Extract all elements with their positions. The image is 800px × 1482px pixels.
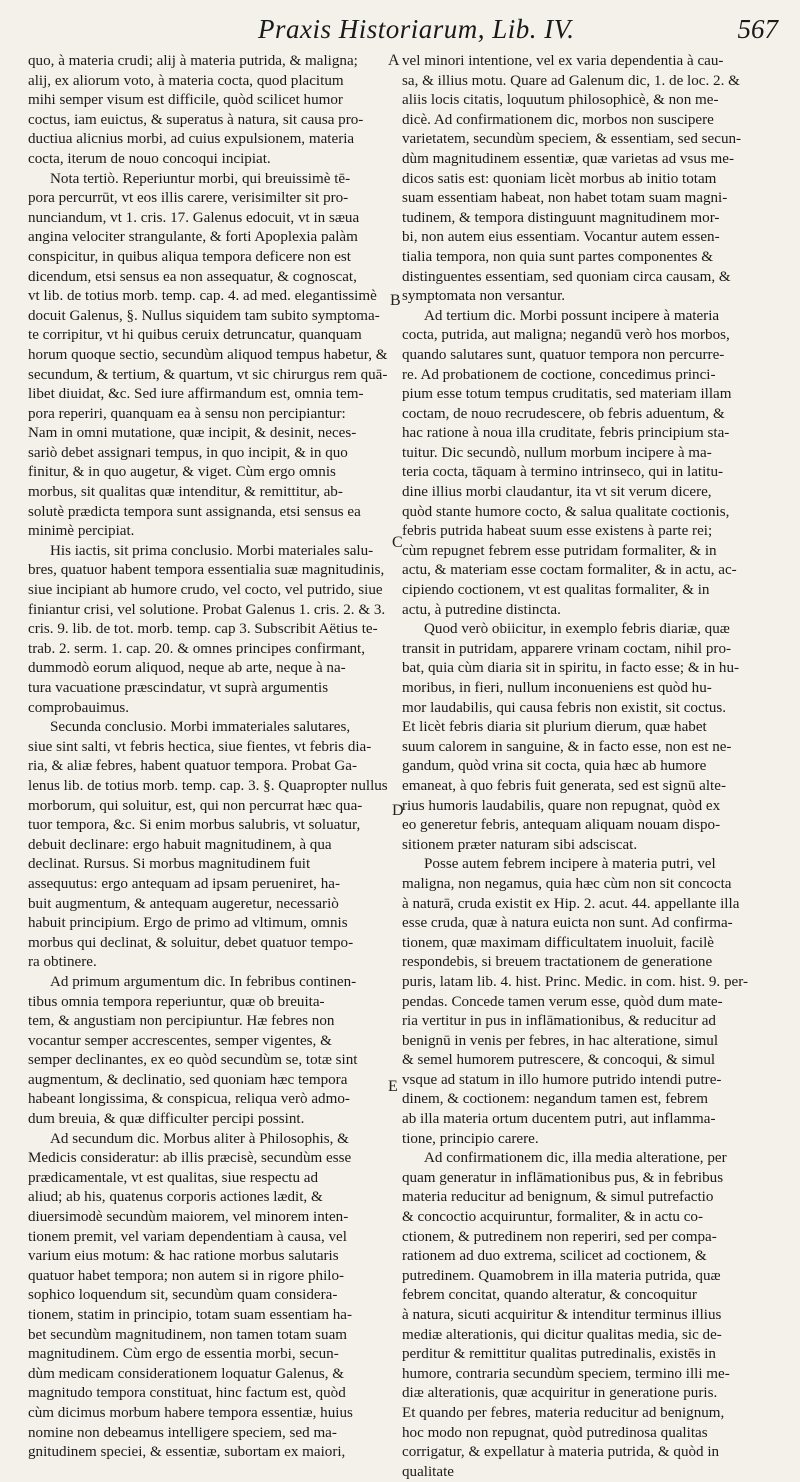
text-line: nunciandum, vt 1. cris. 17. Galenus edocuit, vt in sæua [28,209,360,226]
text-line: conspicitur, in quibus aliqua tempora deficere non est [28,248,351,265]
text-line: quam generatur in inflāmationibus pus, & in febribus [402,1169,724,1186]
text-line: habuit principium. Ergo de primo ad vltimum, omnis [28,915,348,932]
text-line: eo generetur febris, antequam aliquam nouam dispo- [402,817,721,834]
text-line: actu, & materiam esse coctam formaliter, & in actu, ac- [402,562,737,579]
text-line: putredinem. Quamobrem in illa materia putrida, quæ [402,1267,721,1284]
text-line: & concoctio acquiruntur, formaliter, & in actu co- [402,1209,703,1226]
text-line: Et quando per febres, materia reducitur ad benignum, [402,1404,725,1421]
text-line: Ad confirmationem dic, illa media alteratione, per [424,1150,727,1167]
text-line: siue sint salti, vt febris hectica, siue fientes, vt febris dia- [28,738,372,755]
text-line: pora percurrūt, vt eos illis carere, verisimilter sit pro- [28,190,349,207]
text-line: à naturā, cruda existit ex Hip. 2. acut. 44. appellante illa [402,895,740,912]
text-line: Posse autem febrem incipere à materia putri, vel [424,856,716,873]
text-line: dummodò eorum aliquod, neque ab arte, neque à na- [28,660,346,677]
text-line: vel minori intentione, vel ex varia dependentia à cau- [402,53,724,69]
text-line: rius humoris laudabilis, quare non repugnat, quòd ex [402,797,721,814]
text-line: declinat. Rursus. Si morbus magnitudinem fuit [28,856,311,873]
text-line: suam essentiam habeat, non habet totam suam magni- [402,190,728,207]
text-line: pora reperiri, quanquam ea à sensu non percipiantur: [28,405,346,422]
margin-letter-b: B [390,292,401,309]
text-line: bat, quia cùm diaria sit in spiritu, in facto esse; & in hu- [402,660,740,677]
text-line: solutè prædicta tempora sunt assignanda, etsi sensus ea [28,503,361,520]
text-line: mediæ alterationis, qui dicitur qualitas media, sic de- [402,1326,722,1343]
text-line: dicè. Ad confirmationem dic, morbos non suscipere [402,111,714,128]
margin-letter-a: A [388,52,400,69]
text-line: qualitate [402,1463,454,1480]
text-line: diæ alterationis, quæ acquiritur in generatione puris. [402,1385,718,1402]
text-line: & semel humorem putrescere, & concoqui, & simul [402,1052,716,1069]
text-line: secundum, & tertium, & quartum, vt sic chirurgus rem quā- [28,366,388,383]
left-column [28,52,393,1461]
text-line: Nota tertiò. Reperiuntur morbi, qui breuissimè tē- [50,170,351,187]
text-line: varium eius motum: & hac ratione morbus salutaris [28,1248,339,1265]
text-line: coctam, de nouo recrudescere, ob febris aduentum, & [402,405,725,422]
text-line: hoc modo non repugnat, quòd putredinosa qualitas [402,1424,708,1441]
text-line: dicendum, etsi sensus ea non assequatur, & cognoscat, [28,268,357,285]
text-line: aliud; ab his, quatenus corporis actiones lædit, & [28,1189,323,1206]
text-line: prædicamentale, vt est qualitas, siue respectu ad [28,1169,319,1186]
text-line: quo, à materia crudi; alij à materia putrida, & maligna; [28,53,358,69]
text-line: Medicis consideratur: ab illis præcisè, secundùm esse [28,1150,352,1167]
text-line: coctus, iam euictus, & superatus à natura, sit causa pro- [28,111,364,128]
margin-letter-c: C [392,534,403,551]
text-line: respondebis, si breuem tractationem de generatione [402,954,713,971]
text-line: sariò debet assignari tempus, in quo incipit, & in quo [28,444,348,461]
text-line: His iactis, sit prima conclusio. Morbi materiales salu- [50,542,374,559]
text-line: ductiua alicnius morbi, ad cuius expulsionem, materia [28,131,355,148]
text-line: teria cocta, tāquam à termino intrinseco, qui in latitu- [402,464,724,481]
text-line: dinem, & coctionem: negandum tamen est, febrem [402,1091,708,1108]
text-line: tibus omnia tempora reperiuntur, quæ ob breuita- [28,993,325,1010]
text-line: magnitudo tempora constituat, hinc factum est, quòd [28,1385,346,1402]
text-line: horum quoque sectio, secundùm aliquod tempus habetur, & [28,346,388,363]
text-line: febrem concitat, quando alteratur, & concoquitur [402,1287,697,1304]
text-line: morbus, sit qualitas quæ intenditur, & remittitur, ab- [28,484,343,501]
text-line: augmentum, & declinatio, sed quoniam hæc tempora [28,1071,348,1088]
margin-letter-d: D [392,802,404,819]
text-line: gnitudinem speciei, & essentiæ, subortam ex maiori, [28,1444,346,1461]
text-line: sitionem præter naturam sibi adsciscat. [402,836,638,853]
text-line: tuitur. Dic secundò, nullum morbum incipere à ma- [402,444,712,461]
text-line: docuit Galenus, §. Nullus siquidem tam subito symptoma- [28,307,380,324]
text-line: Nam in omni mutatione, quæ incipit, & desinit, neces- [28,425,357,442]
text-line: distinguentes essentiam, sed quoniam circa causam, & [402,268,731,285]
text-line: alij, ex aliorum voto, à materia cocta, quod placitum [28,72,344,89]
text-line: comprobauimus. [28,699,130,716]
text-line: Et licèt febris diaria sit plurium dierum, quæ habet [402,719,707,736]
text-line: Quod verò obiicitur, in exemplo febris diariæ, quæ [424,621,730,638]
text-line: angina velociter strangulante, & forti Apoplexia palàm [28,229,358,246]
text-line: cùm dicimus morbum habere tempora essentiæ, huius [28,1404,353,1421]
text-line: vt lib. de totius morb. temp. cap. 4. ad med. elegantissimè [28,288,377,305]
text-line: finitur, & in quo augetur, & viget. Cùm ergo omnis [28,464,336,481]
text-line: pendas. Concede tamen verum esse, quòd dum mate- [402,993,723,1010]
text-line: humore, contraria secundùm speciem, termino illi me- [402,1365,730,1382]
text-line: maligna, non negamus, quia hæc cùm non sit concocta [402,875,732,892]
text-line: perditur & remittitur qualitas putredinalis, existēs in [402,1346,716,1363]
text-line: buit augmentum, & antequam augeretur, necessariò [28,895,339,912]
text-line: materia reducitur ad benignum, & simul putrefactio [402,1189,714,1206]
text-line: bres, quatuor habent tempora essentialia suæ magnitudinis, [28,562,385,579]
text-line: à natura, sicuti acquiritur & intenditur terminus illius [402,1307,722,1323]
text-line: varietatem, secundùm speciem, & essentiam, sed secun- [402,131,742,148]
text-line: bet secundùm magnitudinem, non tamen totam suam [28,1326,348,1343]
text-line: corrigatur, & expellatur à materia putrida, & quòd in [402,1444,720,1461]
text-line: mor laudabilis, qui causa febris non existit, sit coctus. [402,699,727,716]
text-line: habeant longissima, & conspicua, reliqua verò admo- [28,1091,350,1108]
page-number: 567 [737,14,778,44]
text-line: cris. 9. lib. de tot. morb. temp. cap 3. Subscribit Aëtius te- [28,621,378,638]
text-line: quando salutares sunt, quatuor tempora non percurre- [402,346,725,363]
margin-letter-e: E [388,1078,398,1095]
text-line: febris putrida habeat suum esse existens à parte rei; [402,523,713,540]
text-line: dùm medicam considerationem loquatur Galenus, & [28,1365,345,1382]
text-line: cipiendo coctionem, vt est qualitas formaliter, & in [402,582,710,599]
text-line: dùm magnitudinem essentiæ, quæ varietas ad vsus me- [402,150,735,167]
text-line: puris, latam lib. 4. hist. Princ. Medic. in com. hist. 9. per- [402,973,748,990]
text-line: ria, & aliæ febres, habent quatuor tempora. Probat Ga- [28,758,358,775]
text-line: ra obtinere. [28,954,97,971]
text-line: tionem, statim in principio, totam suam essentiam ha- [28,1307,353,1323]
text-line: symptomata non versantur. [402,288,566,305]
text-line: cocta, putrida, aut maligna; negandū verò hos morbos, [402,327,730,344]
text-line: tuor tempora, &c. Si enim morbus salubris, vt soluatur, [28,817,361,834]
text-line: tem, & angustiam non percipiuntur. Hæ febres non [28,1013,335,1030]
text-line: moribus, in fieri, nullum inconueniens est quòd hu- [402,680,712,696]
text-line: dum breuia, & quæ difficulter percipi possint. [28,1111,305,1128]
text-line: quatuor habet tempora; non autem si in rigore philo- [28,1267,345,1284]
text-line: emaneat, à quo febris fuit generata, sed est signū alte- [402,777,726,794]
text-line: nomine non debeamus intelligere speciem, sed ma- [28,1424,337,1441]
text-line: cocta, iterum de nouo concoqui incipiat. [28,150,271,167]
text-line: morbus qui declinat, & soluitur, debet quatuor tempo- [28,934,354,951]
text-line: morborum, qui soluitur, est, qui non percurrat hæc qua- [28,797,363,814]
text-line: diuersimodè secundùm maiorem, vel minorem inten- [28,1209,349,1226]
text-line: dine illius morbi claudantur, ita vt sit verum dicere, [402,484,712,501]
text-line: vsque ad statum in illo humore putrido intendi putre- [402,1071,722,1088]
text-line: tura vacuatione præscindatur, vt suprà argumentis [28,680,329,696]
text-line: cùm repugnet febrem esse putridam formaliter, & in [402,542,717,559]
text-line: tione, principio carere. [402,1130,539,1147]
text-line: hac ratione à noua illa cruditate, febris principium sta- [402,425,730,442]
text-line: trab. 2. serm. 1. cap. 20. & omnes principes confirmant, [28,640,366,657]
text-line: magnitudinem. Cùm ergo de essentia morbi, secun- [28,1346,339,1363]
text-line: te corripitur, vt hi quibus ceruix detruncatur, quanquam [28,327,362,344]
text-line: dicos satis est: quoniam licèt morbus ab initio totam [402,170,717,187]
text-line: bi, non autem eius essentiam. Vocantur autem essen- [402,229,720,246]
text-line: minimè percipiat. [28,523,135,540]
text-line: sa, & illius motu. Quare ad Galenum dic, 1. de loc. 2. & [402,72,740,89]
running-title: Praxis Historiarum, Lib. IV. [258,14,575,44]
right-column [402,52,782,1480]
text-line: libet diuidat, &c. Sed iure affirmandum est, omnia tem- [28,386,364,403]
text-line: tionem premit, vel variam dependentiam à causa, vel [28,1228,347,1245]
text-line: debuit declinare: ergo habuit magnitudinem, à qua [28,836,332,853]
text-line: ria vertitur in pus in inflāmationibus, & reducitur ad [402,1013,716,1030]
text-line: pium esse totum tempus cruditatis, sed materiam illam [402,386,732,403]
text-line: semper declinantes, ex eo quòd secundùm se, totæ sint [28,1052,358,1069]
text-line: mihi semper visum est difficile, quòd scilicet humor [28,92,343,109]
text-line: tudinem, & tempora distinguunt magnitudinem mor- [402,209,720,226]
text-line: actu, à putredine distincta. [402,601,561,618]
text-line: assequutus: ergo antequam ad ipsam perueniret, ha- [28,875,340,892]
text-line: ab illa materia ortum ducentem putri, aut inflamma- [402,1111,716,1128]
text-line: finiantur crisi, vel solutione. Probat Galenus 1. cris. 2. & 3. [28,601,386,618]
text-line: ctionem, & putredinem non reperiri, sed per compa- [402,1228,717,1245]
text-line: Ad primum argumentum dic. In febribus continen- [50,973,357,990]
text-line: vocantur semper accrescentes, semper vigentes, & [28,1032,332,1049]
text-line: Ad secundum dic. Morbus aliter à Philosophis, & [50,1130,349,1147]
text-line: Ad tertium dic. Morbi possunt incipere à materia [424,307,720,324]
text-line: re. Ad probationem de coctione, concedimus princi- [402,366,716,383]
text-line: siue incipiant ab humore crudo, vel cocto, vel putrido, siue [28,582,383,599]
text-line: rationem ad duo extrema, scilicet ad coctionem, & [402,1248,707,1265]
text-line: tialia tempora, non quia sunt partes componentes & [402,248,714,265]
text-line: transit in putridam, apparere vrinam coctam, nihil pro- [402,640,732,657]
text-line: aliis locis citatis, loquutum philosophicè, & non me- [402,92,719,109]
text-line: tionem, quæ maximam difficultatem inuoluit, facilè [402,934,715,951]
text-line: quòd stante humore cocto, & salua qualitate coctionis, [402,503,730,520]
text-line: Secunda conclusio. Morbi immateriales salutares, [50,719,351,736]
text-line: suum calorem in sanguine, & in facto esse, non est ne- [402,738,732,755]
text-line: lenus lib. de totius morb. temp. cap. 3. §. Quapropter nullus [28,777,388,794]
text-line: sophico loquendum sit, secundùm quam considera- [28,1287,338,1304]
text-line: benignū in venis per febres, in hac alteratione, simul [402,1032,719,1049]
text-line: esse cruda, quæ à natura euicta non sunt. Ad confirma- [402,915,733,932]
text-line: gandum, quòd vrina sit cocta, quia hæc ab humore [402,758,707,775]
page-header [0,0,800,52]
